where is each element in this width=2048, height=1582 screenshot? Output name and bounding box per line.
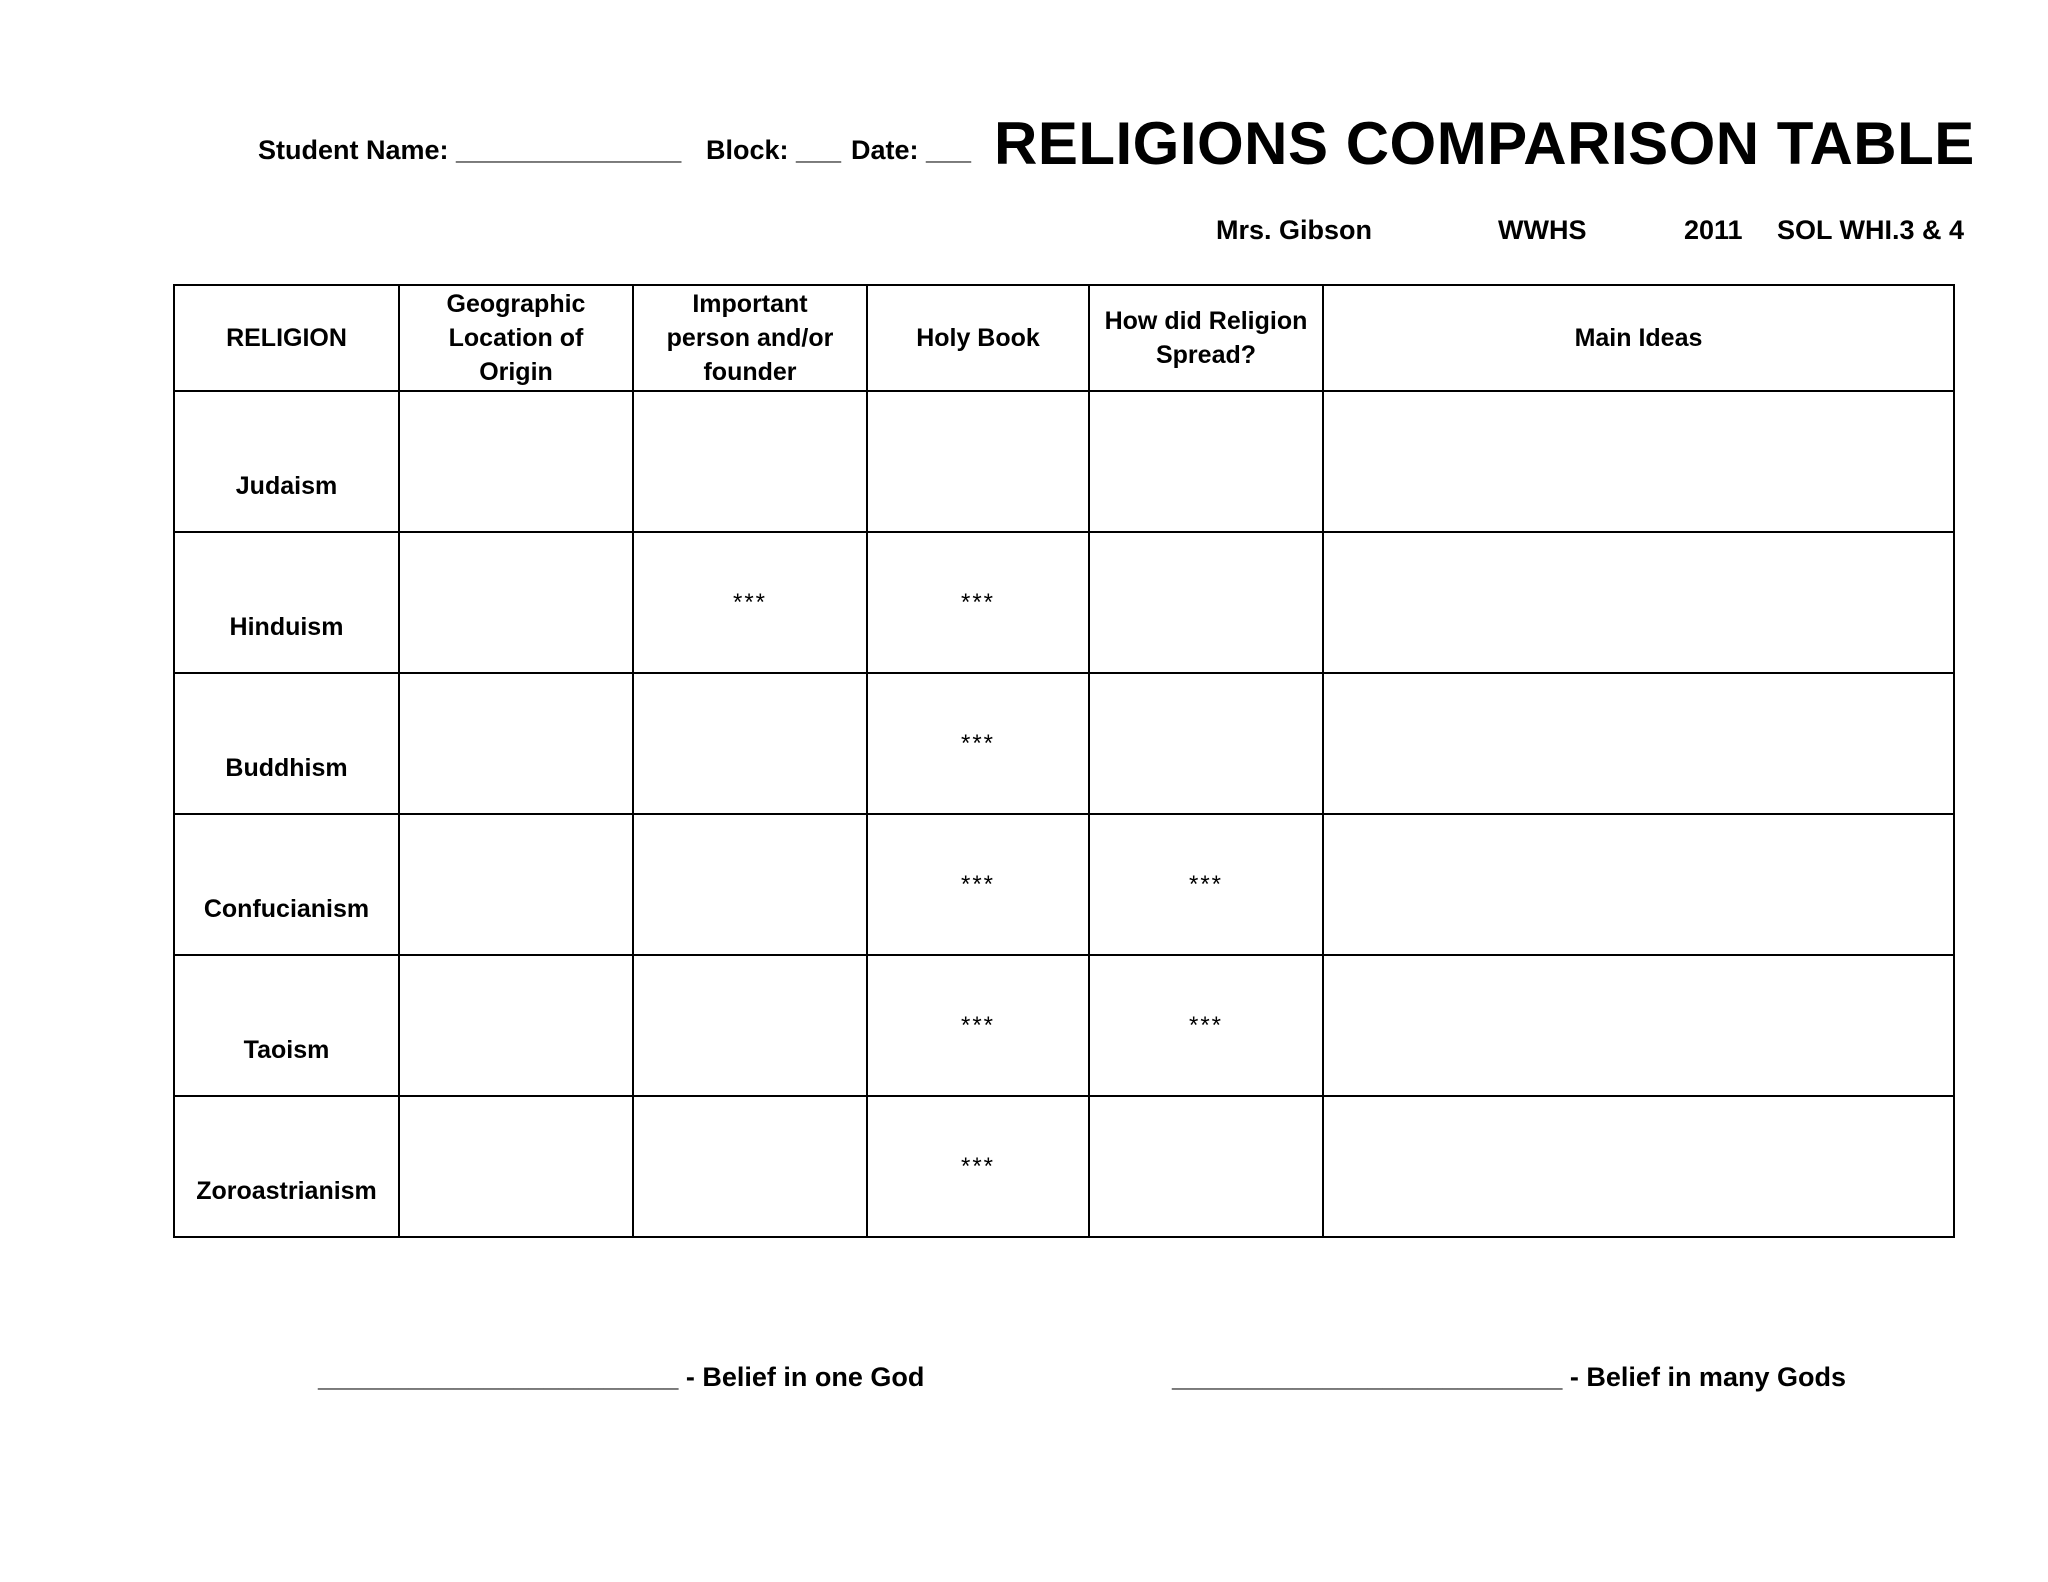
location-cell bbox=[399, 532, 633, 673]
page-title: RELIGIONS COMPARISON TABLE bbox=[994, 110, 1975, 177]
main-ideas-cell bbox=[1323, 532, 1954, 673]
table-row bbox=[174, 391, 1954, 532]
holy-book-cell: *** bbox=[867, 814, 1089, 955]
student-name-field: Student Name: _______________ bbox=[258, 135, 682, 165]
column-header-spread bbox=[1089, 285, 1323, 391]
religions-comparison-table bbox=[173, 284, 1955, 1238]
holy-book-cell: *** bbox=[867, 532, 1089, 673]
main-ideas-cell bbox=[1323, 391, 1954, 532]
main-ideas-cell bbox=[1323, 673, 1954, 814]
main-ideas-cell bbox=[1323, 955, 1954, 1096]
religion-name: Buddhism bbox=[174, 673, 399, 814]
holy-book-cell bbox=[867, 391, 1089, 532]
teacher-name: Mrs. Gibson bbox=[1216, 215, 1373, 245]
founder-cell: *** bbox=[633, 532, 867, 673]
founder-cell bbox=[633, 955, 867, 1096]
column-header-founder bbox=[633, 285, 867, 391]
column-header-location bbox=[399, 285, 633, 391]
founder-cell bbox=[633, 1096, 867, 1237]
column-header-location-text: Geographic Location of Origin bbox=[446, 290, 586, 386]
spread-cell bbox=[1089, 673, 1323, 814]
spread-cell: *** bbox=[1089, 814, 1323, 955]
main-ideas-cell bbox=[1323, 1096, 1954, 1237]
monotheism-blank: ________________________ - Belief in one God bbox=[318, 1362, 925, 1392]
founder-cell bbox=[633, 814, 867, 955]
location-cell bbox=[399, 1096, 633, 1237]
column-header-holy-book: Holy Book bbox=[867, 285, 1089, 391]
main-ideas-cell bbox=[1323, 814, 1954, 955]
block-field: Block: ___ bbox=[706, 135, 842, 165]
school-year: 2011 bbox=[1684, 215, 1743, 245]
religion-name: Hinduism bbox=[174, 532, 399, 673]
holy-book-cell: *** bbox=[867, 673, 1089, 814]
polytheism-blank: __________________________ - Belief in many Gods bbox=[1172, 1362, 1846, 1392]
column-header-founder-text: Important person and/or founder bbox=[666, 290, 834, 386]
table-row bbox=[174, 955, 1954, 1096]
founder-cell bbox=[633, 673, 867, 814]
table-header-row bbox=[174, 285, 1954, 391]
table-row bbox=[174, 814, 1954, 955]
location-cell bbox=[399, 814, 633, 955]
religion-name: Judaism bbox=[174, 391, 399, 532]
column-header-spread-text: How did Religion Spread? bbox=[1104, 307, 1308, 369]
table-row bbox=[174, 532, 1954, 673]
location-cell bbox=[399, 673, 633, 814]
sol-standard: SOL WHI.3 & 4 bbox=[1777, 215, 1965, 245]
spread-cell bbox=[1089, 532, 1323, 673]
religion-name: Taoism bbox=[174, 955, 399, 1096]
religion-name: Zoroastrianism bbox=[174, 1096, 399, 1237]
spread-cell: *** bbox=[1089, 955, 1323, 1096]
date-field: Date: ___ bbox=[851, 135, 972, 165]
school-name: WWHS bbox=[1498, 215, 1587, 245]
spread-cell bbox=[1089, 391, 1323, 532]
holy-book-cell: *** bbox=[867, 955, 1089, 1096]
founder-cell bbox=[633, 391, 867, 532]
holy-book-cell: *** bbox=[867, 1096, 1089, 1237]
location-cell bbox=[399, 391, 633, 532]
table-row bbox=[174, 673, 1954, 814]
location-cell bbox=[399, 955, 633, 1096]
spread-cell bbox=[1089, 1096, 1323, 1237]
religion-name: Confucianism bbox=[174, 814, 399, 955]
worksheet-header bbox=[258, 92, 1998, 182]
column-header-religion: RELIGION bbox=[174, 285, 399, 391]
table-row bbox=[174, 1096, 1954, 1237]
column-header-main-ideas: Main Ideas bbox=[1323, 285, 1954, 391]
